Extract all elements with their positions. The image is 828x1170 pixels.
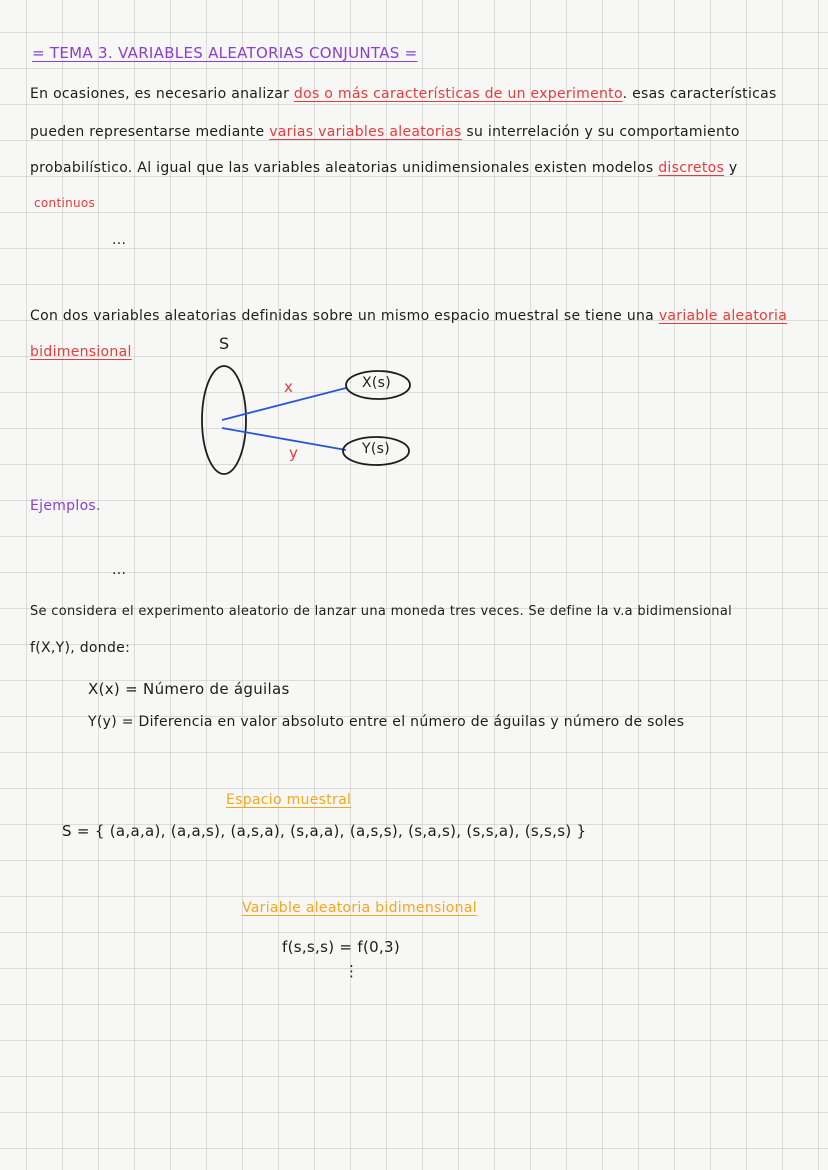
definition-highlight: variable aleatoria xyxy=(658,308,788,324)
intro-line-2-highlight: varias variables aleatorias xyxy=(269,124,462,140)
y-image-label: Y(s) xyxy=(362,441,390,457)
examples-heading: Ejemplos. xyxy=(30,498,101,514)
intro-line-2-a: pueden representarse mediante xyxy=(30,124,265,140)
intro-line-4: continuos xyxy=(34,196,96,210)
problem-line-2: f(X,Y), donde: xyxy=(30,640,131,656)
x-definition: X(x) = Número de águilas xyxy=(88,680,290,698)
intro-line-3-a: probabilístico. Al igual que las variables aleatorias unidimensionales existen modelos xyxy=(30,160,654,176)
examples-ellipsis: ... xyxy=(112,562,127,578)
intro-line-1-c: . esas características xyxy=(622,86,777,102)
x-arrow-label: x xyxy=(284,378,294,396)
intro-line-3-highlight: discretos xyxy=(658,160,725,176)
sample-space-set: S = { (a,a,a), (a,a,s), (a,s,a), (s,a,a), (a,s,s), (s,a,s), (s,s,a), (s,s,s) } xyxy=(62,822,587,840)
sample-space-heading: Espacio muestral xyxy=(226,792,352,808)
y-definition: Y(y) = Diferencia en valor absoluto entre el número de águilas y número de soles xyxy=(88,714,685,730)
intro-line-3-c: y xyxy=(728,160,738,176)
x-image-label: X(s) xyxy=(362,375,392,391)
definition-line-1-a: Con dos variables aleatorias definidas sobre un mismo espacio muestral se tiene una xyxy=(30,308,655,324)
bivariate-heading: Variable aleatoria bidimensional xyxy=(242,900,477,916)
y-arrow-label: y xyxy=(289,444,299,462)
intro-line-1-highlight: dos o más características de un experimento xyxy=(293,86,623,102)
intro-line-2-c: su interrelación y su comportamiento xyxy=(466,124,740,140)
sample-space-label: S xyxy=(219,334,230,353)
bivariate-equation: f(s,s,s) = f(0,3) xyxy=(282,938,401,956)
problem-line-1: Se considera el experimento aleatorio de lanzar una moneda tres veces. Se define la v.a bidimensional xyxy=(30,604,733,619)
definition-line-2: bidimensional xyxy=(30,344,132,360)
intro-line-1-a: En ocasiones, es necesario analizar xyxy=(30,86,290,102)
page-title: = TEMA 3. VARIABLES ALEATORIAS CONJUNTAS = xyxy=(32,44,418,62)
y-mapping-line xyxy=(222,428,346,450)
bivariate-ellipsis: ⋮ xyxy=(344,962,360,980)
intro-ellipsis: ... xyxy=(112,232,127,248)
